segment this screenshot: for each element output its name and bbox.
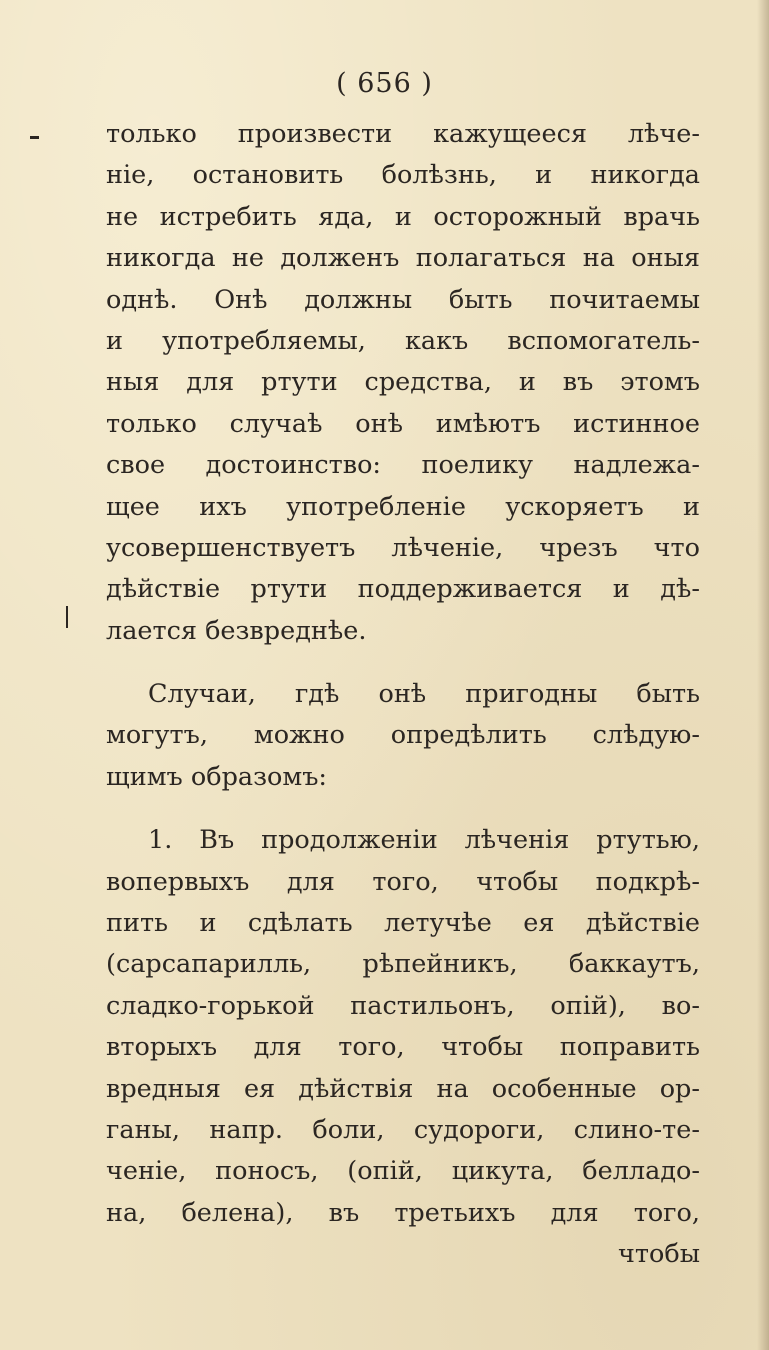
margin-bar-mark bbox=[66, 606, 68, 628]
text-line: ныя для ртути средства, и въ этомъ bbox=[106, 367, 700, 398]
text-line: щимъ образомъ: bbox=[106, 761, 328, 792]
text-line: усовершенствуетъ лѣченіе, чрезъ что bbox=[106, 532, 700, 563]
page-spine-shadow bbox=[757, 0, 769, 1350]
text-line: ченіе, поносъ, (опій, цикута, белладо- bbox=[106, 1156, 700, 1187]
text-line: (сарсапарилль, рѣпейникъ, баккаутъ, bbox=[106, 949, 700, 980]
text-line: дѣйствіе ртути поддерживается и дѣ- bbox=[106, 574, 700, 605]
text-line: никогда не долженъ полагаться на оныя bbox=[106, 243, 700, 274]
paragraph-gap bbox=[106, 798, 700, 820]
text-line: только произвести кажущееся лѣче- bbox=[106, 119, 700, 149]
text-line: щее ихъ употребленіе ускоряетъ и bbox=[106, 491, 700, 522]
text-line: вторыхъ для того, чтобы поправить bbox=[106, 1032, 700, 1063]
text-line: не истребить яда, и осторожный врачь bbox=[106, 201, 700, 232]
text-line: ніе, остановить болѣзнь, и никогда bbox=[106, 160, 700, 191]
text-line: только случаѣ онѣ имѣютъ истинное bbox=[106, 408, 700, 439]
text-line: на, белена), въ третьихъ для того, bbox=[106, 1197, 700, 1228]
catchword: чтобы bbox=[618, 1239, 700, 1270]
text-line: и употребляемы, какъ вспомогатель- bbox=[106, 325, 700, 356]
page-number: ( 656 ) bbox=[336, 68, 433, 99]
text-line: пить и сдѣлать летучѣе ея дѣйствіе bbox=[106, 908, 700, 939]
text-line: вопервыхъ для того, чтобы подкрѣ- bbox=[106, 866, 700, 897]
paragraph-gap bbox=[106, 652, 700, 674]
text-line: лается безвреднѣе. bbox=[106, 615, 367, 646]
margin-dash-mark bbox=[30, 136, 39, 139]
text-line: сладко-горькой пастильонъ, опій), во- bbox=[106, 990, 700, 1021]
text-line: свое достоинство: поелику надлежа- bbox=[106, 450, 700, 481]
text-line: ганы, напр. боли, судороги, слино-те- bbox=[106, 1114, 700, 1145]
text-line: Случаи, гдѣ онѣ пригодны быть bbox=[148, 679, 700, 710]
text-line: однѣ. Онѣ должны быть почитаемы bbox=[106, 284, 700, 315]
text-line: 1. Въ продолженіи лѣченія ртутью, bbox=[148, 825, 700, 856]
text-line: могутъ, можно опредѣлить слѣдую- bbox=[106, 720, 700, 751]
body-text bbox=[106, 114, 700, 1276]
text-line: вредныя ея дѣйствія на особенные ор- bbox=[106, 1073, 700, 1104]
